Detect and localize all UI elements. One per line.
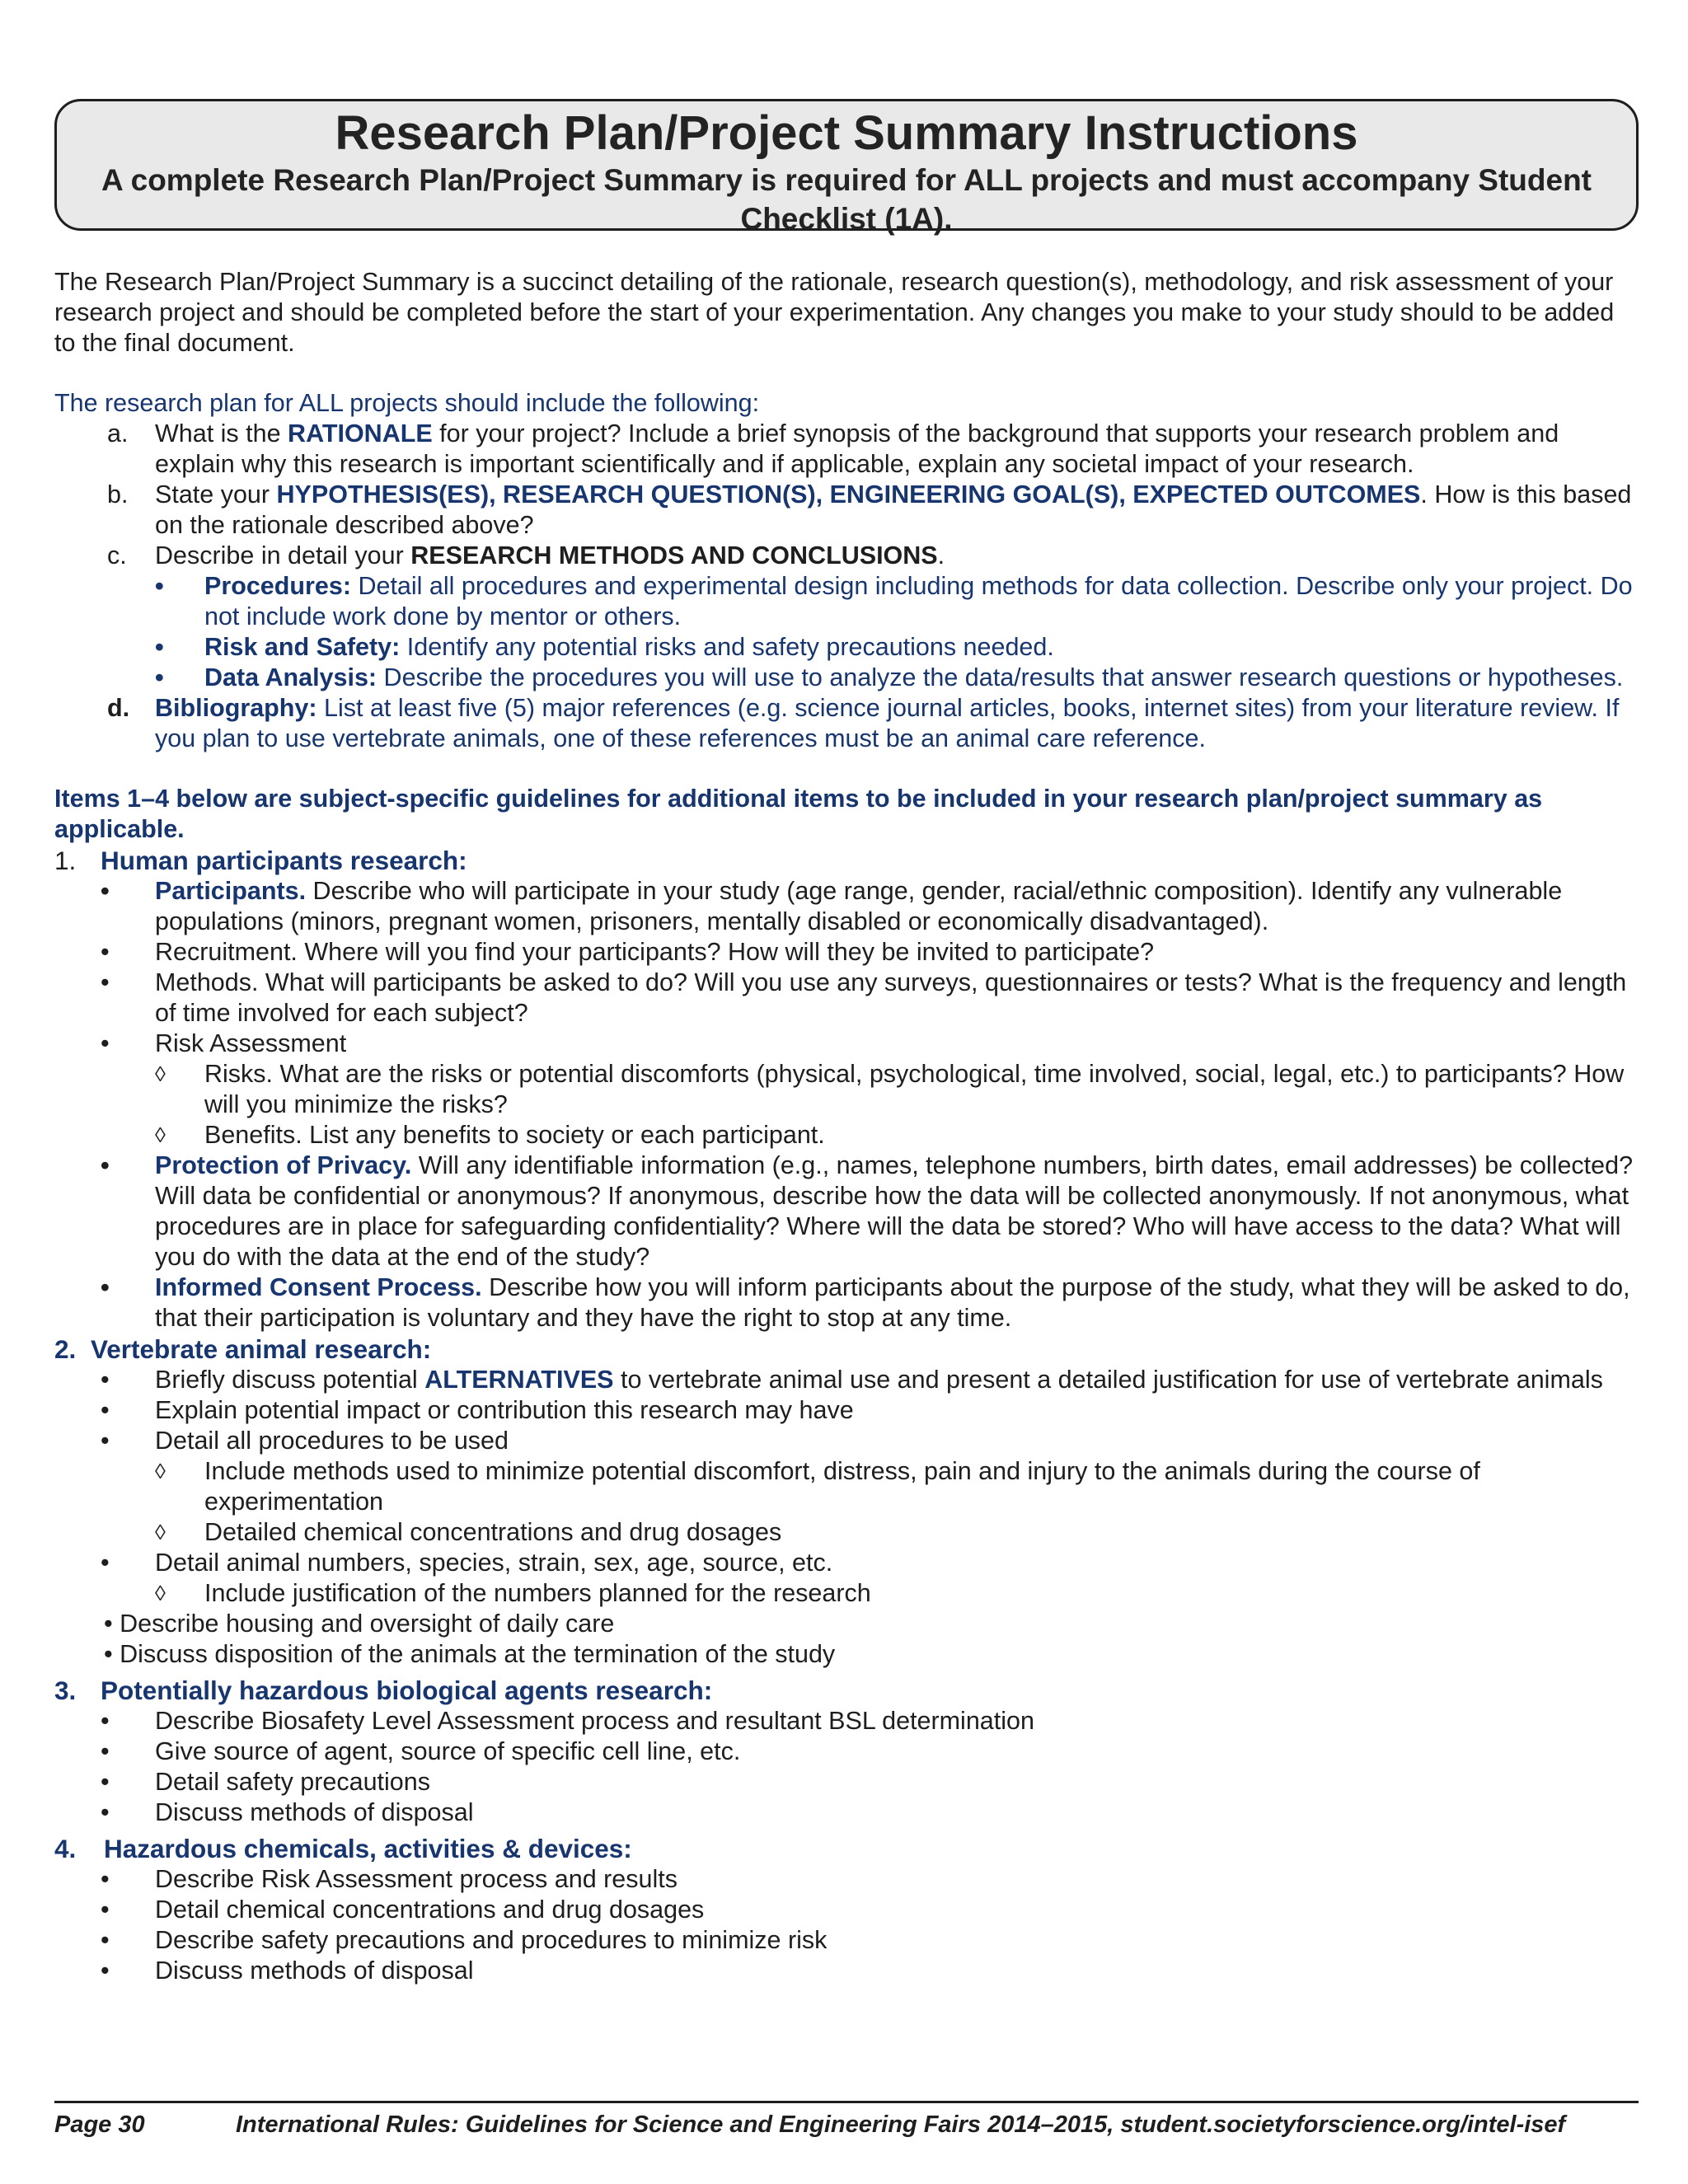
bullet-icon: • bbox=[101, 1926, 110, 1954]
page-number: Page 30 bbox=[54, 2111, 145, 2138]
bullet-text: Describe Biosafety Level Assessment process and resultant BSL determination bbox=[155, 1707, 1034, 1735]
plan-item-c-pre: Describe in detail your bbox=[155, 541, 411, 569]
bullet-icon: • bbox=[101, 1366, 110, 1394]
section-human-heading bbox=[54, 845, 1639, 876]
diamond-icon: ◊ bbox=[155, 1062, 166, 1086]
human-risks bbox=[54, 1059, 1639, 1120]
vertebrate-chemicals bbox=[54, 1517, 1639, 1548]
bullet-icon: • bbox=[101, 877, 110, 905]
plan-item-a-strong: RATIONALE bbox=[288, 419, 433, 448]
bullet-icon: • bbox=[101, 1549, 110, 1577]
plan-item-b-strong: HYPOTHESIS(ES), RESEARCH QUESTION(S), ENGINEERING GOAL(S), EXPECTED OUTCOMES bbox=[276, 480, 1421, 509]
bullet-icon: • bbox=[101, 1396, 110, 1424]
page-title: Research Plan/Project Summary Instructions bbox=[335, 106, 1358, 160]
bullet-icon: • bbox=[155, 663, 164, 691]
bullet-text: Risk Assessment bbox=[155, 1029, 347, 1057]
list-item bbox=[54, 1925, 1639, 1956]
items-heading: Items 1–4 below are subject-specific guidelines for additional items to be included in your research plan/project summary as applicable. bbox=[54, 785, 1543, 843]
human-consent bbox=[54, 1272, 1639, 1333]
footer-citation: International Rules: Guidelines for Science and Engineering Fairs 2014–2015, student.societyforscience.org/intel-isef bbox=[236, 2111, 1566, 2138]
list-marker: a. bbox=[107, 419, 129, 448]
bullet-strong: ALTERNATIVES bbox=[424, 1366, 614, 1394]
bullet-text: Will any identifiable information (e.g., names, telephone numbers, birth dates, email addresses) be collected? Will data be confidential or anonymous? If anonymous, describe how the data will be collected anonymously. If not anonymous, what procedures are in place for safeguarding confidentiality? Where will the data be stored? Who will have access to the data? What will you do with the data at the end of the study? bbox=[155, 1151, 1634, 1271]
vertebrate-numbers bbox=[54, 1548, 1639, 1578]
vertebrate-impact bbox=[54, 1395, 1639, 1426]
bullet-icon: • bbox=[101, 1865, 110, 1893]
diamond-icon: ◊ bbox=[155, 1520, 166, 1544]
list-marker: b. bbox=[107, 480, 129, 509]
bullet-text: Detail chemical concentrations and drug dosages bbox=[155, 1896, 705, 1924]
diamond-icon: ◊ bbox=[155, 1581, 166, 1605]
diamond-icon: ◊ bbox=[155, 1459, 166, 1483]
bullet-icon: • bbox=[101, 1151, 110, 1179]
section-number: 4. bbox=[54, 1834, 77, 1863]
bullet-icon: • bbox=[101, 1957, 110, 1985]
plan-c-bullet-procedures bbox=[54, 571, 1639, 632]
vertebrate-justification bbox=[54, 1578, 1639, 1609]
bullet-icon: • bbox=[101, 1273, 110, 1301]
bullet-text: Detail safety precautions bbox=[155, 1768, 430, 1796]
bullet-text: Detail all procedures and experimental design including methods for data collection. Describe only your project. Do not include work done by mentor or others. bbox=[204, 572, 1633, 630]
bullet-label: Protection of Privacy. bbox=[155, 1151, 412, 1179]
section-biological-heading bbox=[54, 1675, 1639, 1706]
list-item bbox=[54, 1767, 1639, 1797]
human-participants bbox=[54, 876, 1639, 937]
bullet-text: Explain potential impact or contribution this research may have bbox=[155, 1396, 854, 1424]
vertebrate-minimize bbox=[54, 1456, 1639, 1517]
bullet-text: Include methods used to minimize potential discomfort, distress, pain and injury to the animals during the course of experimentation bbox=[204, 1457, 1480, 1516]
human-privacy bbox=[54, 1151, 1639, 1272]
list-item bbox=[54, 1956, 1639, 1986]
intro-paragraph: The Research Plan/Project Summary is a succinct detailing of the rationale, research question(s), methodology, and risk assessment of your research project and should be completed before the start of your experimentation. Any changes you make to your study should to be added to the final document. bbox=[54, 268, 1615, 357]
bullet-text: Methods. What will participants be asked to do? Will you use any surveys, questionnaires or tests? What is the frequency and length of time involved for each subject? bbox=[155, 968, 1627, 1027]
section-title: Human participants research: bbox=[101, 846, 467, 875]
plan-item-a bbox=[54, 419, 1639, 480]
list-marker: c. bbox=[107, 541, 127, 569]
vertebrate-procedures bbox=[54, 1426, 1639, 1456]
section-hazardous-heading bbox=[54, 1833, 1639, 1864]
bullet-text: Give source of agent, source of specific cell line, etc. bbox=[155, 1737, 741, 1765]
bullet-text: Detail all procedures to be used bbox=[155, 1427, 509, 1455]
human-methods bbox=[54, 968, 1639, 1029]
page-subtitle: A complete Research Plan/Project Summary is required for ALL projects and must accompany Student Checklist (1A). bbox=[101, 163, 1592, 236]
bullet-label: Risk and Safety: bbox=[204, 633, 401, 661]
bullet-label: Informed Consent Process. bbox=[155, 1273, 482, 1301]
vertebrate-housing: • Describe housing and oversight of daily care bbox=[104, 1610, 615, 1638]
bullet-icon: • bbox=[101, 1896, 110, 1924]
plan-c-bullet-analysis bbox=[54, 663, 1639, 693]
bullet-label: Procedures: bbox=[204, 572, 351, 600]
bullet-text: Discuss methods of disposal bbox=[155, 1957, 474, 1985]
list-item bbox=[54, 1706, 1639, 1736]
plan-item-d-text: List at least five (5) major references (e.g. science journal articles, books, internet sites) from your literature review. If you plan to use vertebrate animals, one of these references must be an animal care reference. bbox=[155, 694, 1620, 752]
section-title: Hazardous chemicals, activities & devices: bbox=[104, 1834, 632, 1863]
bullet-text: Describe Risk Assessment process and results bbox=[155, 1865, 678, 1893]
bullet-icon: • bbox=[101, 1707, 110, 1735]
list-marker: d. bbox=[107, 694, 130, 722]
bullet-icon: • bbox=[101, 968, 110, 996]
plan-item-b-pre: State your bbox=[155, 480, 277, 509]
header-box bbox=[54, 99, 1639, 236]
footer-divider bbox=[54, 2101, 1639, 2103]
bullet-icon: • bbox=[101, 1737, 110, 1765]
plan-item-a-post: for your project? Include a brief synopsis of the background that supports your research problem and explain why this research is important scientifically and if applicable, explain any societal impact of your research. bbox=[155, 419, 1559, 478]
plan-item-c-post: . bbox=[937, 541, 945, 569]
plan-item-b bbox=[54, 480, 1639, 541]
bullet-text: Describe the procedures you will use to analyze the data/results that answer research questions or hypotheses. bbox=[377, 663, 1624, 691]
diamond-icon: ◊ bbox=[155, 1122, 166, 1147]
bullet-text: Include justification of the numbers planned for the research bbox=[204, 1579, 871, 1607]
bullet-text: Benefits. List any benefits to society or each participant. bbox=[204, 1121, 825, 1149]
bullet-text-pre: Briefly discuss potential bbox=[155, 1366, 425, 1394]
bullet-icon: • bbox=[101, 1798, 110, 1826]
bullet-icon: • bbox=[155, 572, 164, 600]
vertebrate-alternatives bbox=[54, 1365, 1639, 1395]
human-risk-assessment bbox=[54, 1029, 1639, 1059]
plan-item-c-strong: RESEARCH METHODS AND CONCLUSIONS bbox=[410, 541, 938, 569]
bullet-label: Data Analysis: bbox=[204, 663, 377, 691]
plan-item-d bbox=[54, 693, 1639, 754]
bullet-text: Describe who will participate in your study (age range, gender, racial/ethnic composition). Identify any vulnerable populations (minors, pregnant women, prisoners, mentally disabled or economically disadvantaged). bbox=[155, 877, 1563, 935]
bullet-text: Discuss methods of disposal bbox=[155, 1798, 474, 1826]
list-item bbox=[54, 1895, 1639, 1925]
bullet-icon: • bbox=[155, 633, 164, 661]
page bbox=[54, 99, 1639, 1986]
bullet-icon: • bbox=[101, 1427, 110, 1455]
list-item bbox=[54, 1797, 1639, 1828]
bullet-text: Identify any potential risks and safety precautions needed. bbox=[400, 633, 1054, 661]
section-number: 3. bbox=[54, 1675, 77, 1705]
plan-item-b-post: . How is this based on the rationale described above? bbox=[155, 480, 1632, 539]
plan-item-d-label: Bibliography: bbox=[155, 694, 317, 722]
list-item bbox=[54, 1864, 1639, 1895]
bullet-icon: • bbox=[101, 938, 110, 966]
section-title: Potentially hazardous biological agents research: bbox=[101, 1675, 713, 1705]
plan-c-bullet-risk bbox=[54, 632, 1639, 663]
bullet-text: Detailed chemical concentrations and drug dosages bbox=[204, 1518, 782, 1546]
bullet-icon: • bbox=[101, 1029, 110, 1057]
list-item bbox=[54, 1736, 1639, 1767]
section-vertebrate-heading bbox=[54, 1333, 1639, 1365]
bullet-text-post: to vertebrate animal use and present a detailed justification for use of vertebrate animals bbox=[613, 1366, 1603, 1394]
bullet-text: Describe how you will inform participants about the purpose of the study, what they will be asked to do, that their participation is voluntary and they have the right to stop at any time. bbox=[155, 1273, 1630, 1332]
section-title: Vertebrate animal research: bbox=[91, 1334, 432, 1364]
bullet-text: Risks. What are the risks or potential discomforts (physical, psychological, time involved, social, legal, etc.) to participants? How will you minimize the risks? bbox=[204, 1060, 1625, 1118]
bullet-text: Recruitment. Where will you find your participants? How will they be invited to participate? bbox=[155, 938, 1155, 966]
bullet-text: Describe safety precautions and procedures to minimize risk bbox=[155, 1926, 828, 1954]
section-number: 1. bbox=[54, 846, 77, 875]
vertebrate-disposition: • Discuss disposition of the animals at the termination of the study bbox=[104, 1640, 836, 1668]
bullet-icon: • bbox=[101, 1768, 110, 1796]
plan-item-c bbox=[54, 541, 1639, 571]
bullet-label: Participants. bbox=[155, 877, 307, 905]
section-number: 2. bbox=[54, 1334, 77, 1364]
plan-item-a-pre: What is the bbox=[155, 419, 288, 448]
plan-heading: The research plan for ALL projects should include the following: bbox=[54, 389, 760, 417]
bullet-text: Detail animal numbers, species, strain, sex, age, source, etc. bbox=[155, 1549, 833, 1577]
human-benefits bbox=[54, 1120, 1639, 1151]
human-recruitment bbox=[54, 937, 1639, 968]
